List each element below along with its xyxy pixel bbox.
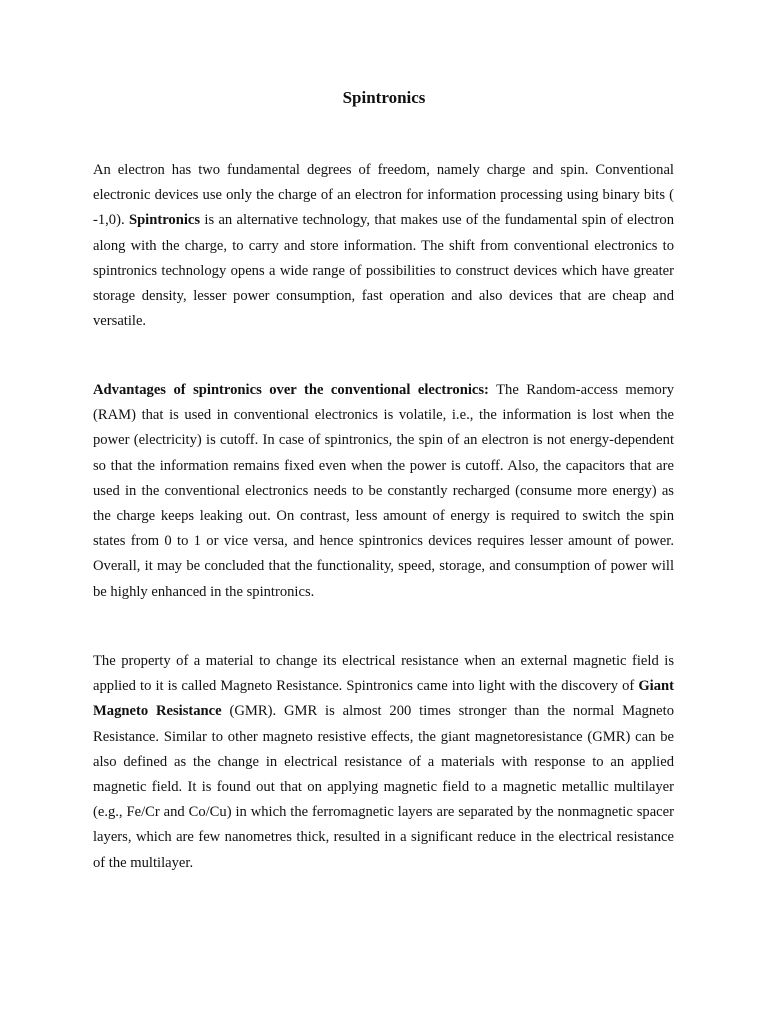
document-title: Spintronics [342,88,426,107]
paragraph-advantages-text: The Random-access memory (RAM) that is used in conventional electronics is volatile, i.e., the information is lost when the power (electricity) is cutoff. In case of spintronics, the spin of an electron is not energy-dependent so that the information remains fixed even when the power is cutoff. Also, the capacitors that are used in the conventional electronics needs to be constantly recharged (consume more energy) as the charge keeps leaking out. On contrast, less amount of energy is required to switch the spin states from 0 to 1 or vice versa, and hence spintronics devices requires lesser amount of power. Overall, it may be concluded that the functionality, speed, storage, and consumption of power will be highly enhanced in the spintronics. [93,382,674,600]
paragraph-intro-text-b: is an alternative technology, that makes use of the fundamental spin of electron along with the charge, to carry and store information. The shift from conventional electronics to spintronics technology opens a wide range of possibilities to construct devices which have greater storage density, lesser power consumption, fast operation and also devices that are cheap and versatile. [93,212,675,330]
paragraph-gmr-text-a: The property of a material to change its electrical resistance when an external magnetic field is applied to it is called Magneto Resistance. Spintronics came into light with the discovery of [93,653,674,695]
advantages-heading: Advantages of spintronics over the conventional electronics: [93,382,489,398]
paragraph-gmr-text-b: (GMR). GMR is almost 200 times stronger than the normal Magneto Resistance. Similar to other magneto resistive effects, the giant magnetoresistance (GMR) can be also defined as the change in electrical resistance of a materials with response to an applied magnetic field. It is found out that on applying magnetic field to a magnetic metallic multilayer (e.g., Fe/Cr and Co/Cu) in which the ferromagnetic layers are separated by the nonmagnetic spacer layers, which are few nanometres thick, resulted in a significant reduce in the electrical resistance of the multilayer. [93,703,674,871]
spintronics-term: Spintronics [128,212,201,229]
paragraph-intro-text-a: An electron has two fundamental degrees of freedom, namely charge and spin. Conventional electronic devices use only the charge of an electron for information processing using binary bits ( -1,0). [93,162,674,229]
paragraph-advantages [93,378,674,605]
paragraph-gmr [93,649,674,876]
gmr-term: Giant Magneto Resistance [93,678,674,720]
paragraph-intro [93,158,674,334]
